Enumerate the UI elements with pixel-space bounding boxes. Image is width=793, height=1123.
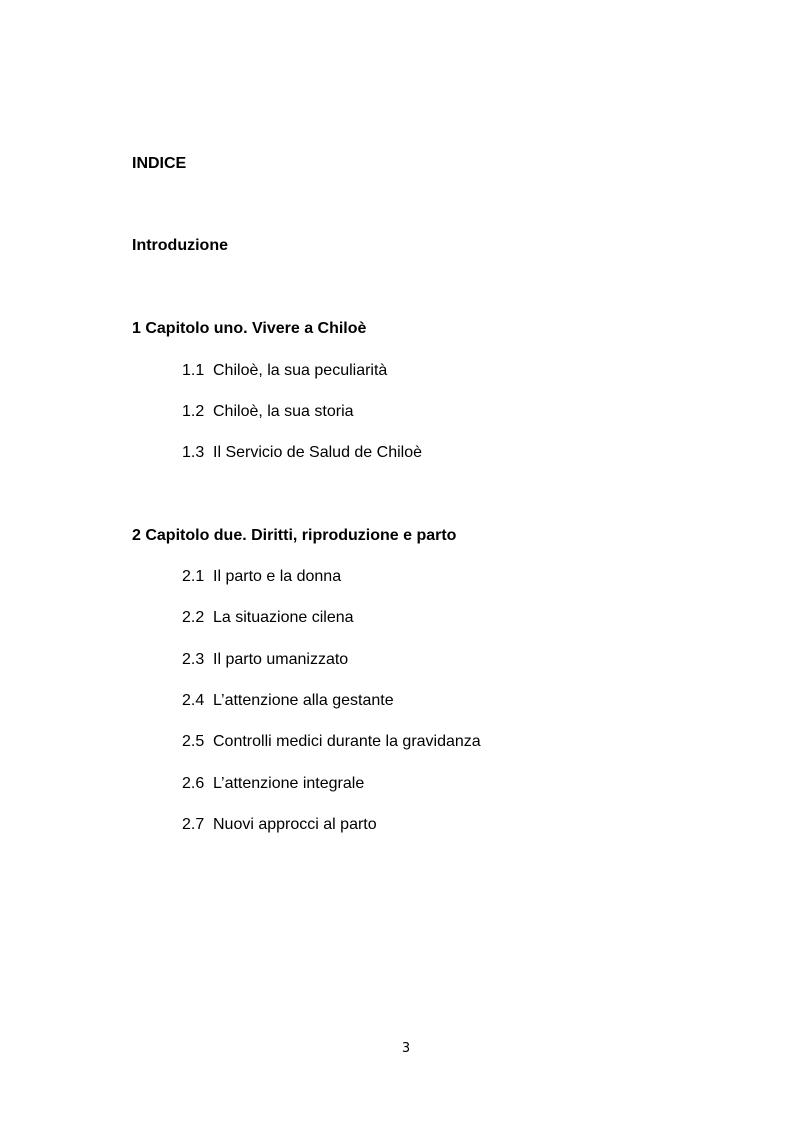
toc-entry-number: 2.7 bbox=[182, 816, 205, 833]
toc-entry-text: Il Servicio de Salud de Chiloè bbox=[213, 444, 423, 461]
toc-entry-2-1 bbox=[182, 567, 341, 587]
toc-entry-text: L’attenzione integrale bbox=[213, 775, 365, 792]
toc-entry-text: Chiloè, la sua storia bbox=[213, 403, 354, 420]
page-number: 3 bbox=[401, 1041, 411, 1056]
toc-entry-number: 1.3 bbox=[182, 444, 205, 461]
toc-entry-1-3 bbox=[182, 443, 422, 463]
toc-entry-2-4 bbox=[182, 691, 394, 711]
toc-entry-2-6 bbox=[182, 774, 364, 794]
chapter-2-heading: 2 Capitolo due. Diritti, riproduzione e parto bbox=[132, 527, 457, 544]
toc-entry-number: 1.1 bbox=[182, 362, 205, 379]
toc-entry-2-5 bbox=[182, 732, 481, 752]
toc-entry-number: 2.2 bbox=[182, 609, 205, 626]
toc-entry-2-7 bbox=[182, 815, 377, 835]
toc-entry-number: 2.6 bbox=[182, 775, 205, 792]
toc-entry-text: La situazione cilena bbox=[213, 609, 354, 626]
toc-entry-number: 2.3 bbox=[182, 651, 205, 668]
intro-heading: Introduzione bbox=[132, 237, 228, 254]
toc-entry-2-3 bbox=[182, 650, 348, 670]
chapter-1-heading: 1 Capitolo uno. Vivere a Chiloè bbox=[132, 320, 367, 337]
toc-entry-text: Il parto umanizzato bbox=[213, 651, 349, 668]
toc-entry-1-2 bbox=[182, 402, 354, 422]
toc-entry-number: 2.1 bbox=[182, 568, 205, 585]
toc-entry-number: 1.2 bbox=[182, 403, 205, 420]
toc-entry-1-1 bbox=[182, 361, 387, 381]
toc-entry-number: 2.4 bbox=[182, 692, 205, 709]
toc-entry-text: L’attenzione alla gestante bbox=[213, 692, 394, 709]
toc-entry-2-2 bbox=[182, 608, 354, 628]
toc-entry-number: 2.5 bbox=[182, 733, 205, 750]
toc-entry-text: Controlli medici durante la gravidanza bbox=[213, 733, 481, 750]
index-title: INDICE bbox=[132, 155, 187, 172]
toc-entry-text: Il parto e la donna bbox=[213, 568, 342, 585]
toc-entry-text: Chiloè, la sua peculiarità bbox=[213, 362, 388, 379]
toc-entry-text: Nuovi approcci al parto bbox=[213, 816, 377, 833]
